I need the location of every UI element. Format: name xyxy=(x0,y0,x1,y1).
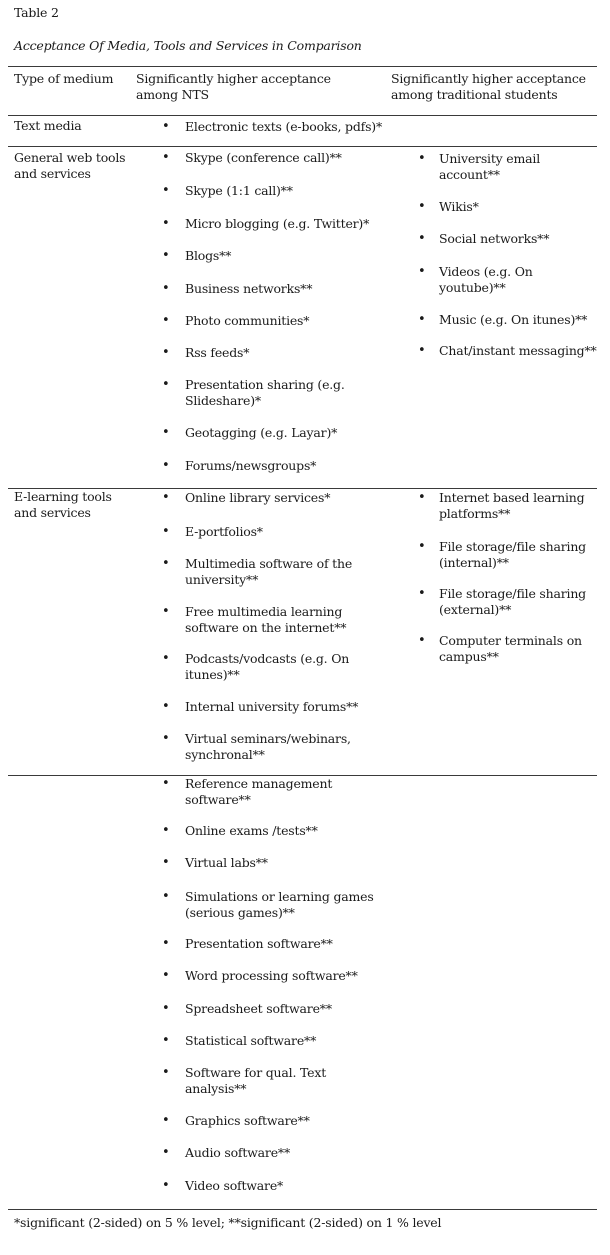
list-item: • Skype (1:1 call)** xyxy=(185,183,385,199)
list-item: • Micro blogging (e.g. Twitter)* xyxy=(185,216,385,232)
list-item: • Social networks** xyxy=(439,231,599,247)
row-medium-e-learning: E-learning tools and services xyxy=(14,489,112,520)
list-item: • Internet based learning platforms** xyxy=(439,490,599,522)
rule-row-1 xyxy=(8,146,597,147)
list-item: • Blogs** xyxy=(185,248,385,264)
list-item: • Computer terminals on campus** xyxy=(439,633,599,665)
list-item: • Forums/newsgroups* xyxy=(185,458,385,474)
list-item: • Online exams /tests** xyxy=(185,823,385,839)
list-item: • Free multimedia learning software on the internet** xyxy=(185,604,385,636)
list-item: • File storage/file sharing (internal)** xyxy=(439,539,599,571)
list-item: • Rss feeds* xyxy=(185,345,385,361)
row-medium-general-web: General web tools and services xyxy=(14,150,126,181)
list-item: • Multimedia software of the university** xyxy=(185,556,385,588)
list-item: • Graphics software** xyxy=(185,1113,385,1129)
row-medium-text-media: Text media xyxy=(14,118,82,133)
header-traditional: Significantly higher acceptance among traditional students xyxy=(391,71,586,102)
list-item: • Podcasts/vodcasts (e.g. On itunes)** xyxy=(185,651,385,683)
list-item: • Statistical software** xyxy=(185,1033,385,1049)
list-item: • Word processing software** xyxy=(185,968,385,984)
list-item: • Audio software** xyxy=(185,1145,385,1161)
list-item: • Virtual labs** xyxy=(185,855,385,871)
rule-header xyxy=(8,115,597,116)
rule-top xyxy=(8,66,597,67)
list-item: • E-portfolios* xyxy=(185,524,385,540)
list-item: • Business networks** xyxy=(185,281,385,297)
list-item: • Internal university forums** xyxy=(185,699,385,715)
list-item: • Wikis* xyxy=(439,199,599,215)
list-item: • File storage/file sharing (external)** xyxy=(439,586,599,618)
list-item: • Geotagging (e.g. Layar)* xyxy=(185,425,385,441)
list-item: • Virtual seminars/webinars, synchronal** xyxy=(185,731,385,763)
list-item: • Music (e.g. On itunes)** xyxy=(439,312,599,328)
list-item: • University email account** xyxy=(439,151,599,183)
table-title: Acceptance Of Media, Tools and Services in Comparison xyxy=(14,38,362,53)
list-item: • Simulations or learning games (serious games)** xyxy=(185,889,385,921)
header-nts: Significantly higher acceptance among NTS xyxy=(136,71,331,102)
footnote: *significant (2-sided) on 5 % level; **significant (2-sided) on 1 % level xyxy=(14,1215,442,1230)
list-item: • Presentation sharing (e.g. Slideshare)* xyxy=(185,377,385,409)
list-item: • Software for qual. Text analysis** xyxy=(185,1065,385,1097)
list-item: • Online library services* xyxy=(185,490,385,506)
list-item: • Reference management software** xyxy=(185,776,385,808)
list-item: • Spreadsheet software** xyxy=(185,1001,385,1017)
list-item: • Presentation software** xyxy=(185,936,385,952)
list-item: • Skype (conference call)** xyxy=(185,150,385,166)
header-type-of-medium: Type of medium xyxy=(14,71,114,86)
list-item: • Chat/instant messaging** xyxy=(439,343,599,359)
list-item: • Electronic texts (e-books, pdfs)* xyxy=(185,119,385,135)
rule-bottom xyxy=(8,1209,597,1210)
list-item: • Photo communities* xyxy=(185,313,385,329)
table-label: Table 2 xyxy=(14,5,59,20)
list-item: • Video software* xyxy=(185,1178,385,1194)
list-item: • Videos (e.g. On youtube)** xyxy=(439,264,599,296)
